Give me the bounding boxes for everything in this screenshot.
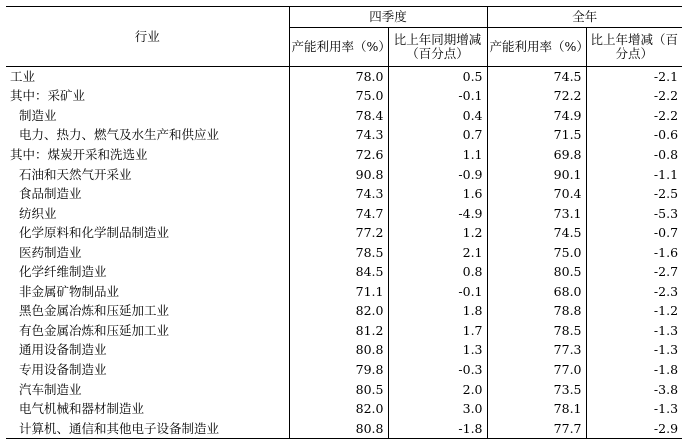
table-row [6, 321, 682, 341]
industry-name-cell: 有色金属冶炼和压延加工业 [19, 322, 170, 338]
industry-name-cell: 黑色金属冶炼和压延加工业 [19, 303, 170, 319]
year-rate-cell: 73.1 [487, 204, 586, 224]
industry-name-cell: 计算机、通信和其他电子设备制造业 [6, 419, 289, 439]
q4-rate-cell: 78.0 [289, 67, 388, 87]
q4-change-cell: -0.1 [388, 282, 487, 302]
header-year-change: 比上年增减（百分点） [586, 28, 682, 67]
header-q4-change: 比上年同期增减（百分点） [388, 28, 487, 67]
year-change-cell: -5.3 [586, 204, 682, 224]
capacity-utilization-table [6, 6, 682, 439]
q4-rate-cell: 82.0 [289, 302, 388, 322]
q4-change-cell: 1.7 [388, 321, 487, 341]
industry-name-cell: 医药制造业 [19, 244, 82, 260]
q4-rate-cell: 77.2 [289, 223, 388, 243]
capacity-utilization-table-container [6, 6, 682, 439]
year-rate-cell: 77.0 [487, 360, 586, 380]
industry-name-cell: 电气机械和器材制造业 [19, 401, 145, 417]
table-row [6, 282, 682, 302]
q4-rate-cell: 90.8 [289, 165, 388, 185]
header-year-group: 全年 [487, 7, 682, 28]
year-change-cell: -2.5 [586, 184, 682, 204]
table-row [6, 87, 682, 107]
year-change-cell: -1.1 [586, 165, 682, 185]
year-rate-cell: 78.5 [487, 321, 586, 341]
year-change-cell: -2.7 [586, 262, 682, 282]
header-row-groups [6, 7, 682, 28]
q4-change-cell: 3.0 [388, 399, 487, 419]
year-change-cell: -0.8 [586, 145, 682, 165]
q4-rate-cell: 80.5 [289, 380, 388, 400]
year-change-cell: -1.6 [586, 243, 682, 263]
q4-change-cell: 2.1 [388, 243, 487, 263]
q4-change-cell: -0.3 [388, 360, 487, 380]
year-change-cell: -1.8 [586, 360, 682, 380]
table-row [6, 223, 682, 243]
q4-change-cell: 0.5 [388, 67, 487, 87]
q4-rate-cell: 84.5 [289, 262, 388, 282]
year-rate-cell: 90.1 [487, 165, 586, 185]
industry-name-cell: 工业 [10, 68, 36, 84]
table-row [6, 341, 682, 361]
industry-name-cell: 专用设备制造业 [19, 361, 107, 377]
industry-name-cell: 食品制造业 [19, 186, 82, 202]
q4-rate-cell: 74.3 [289, 184, 388, 204]
q4-change-cell: 1.3 [388, 341, 487, 361]
q4-change-cell: 2.0 [388, 380, 487, 400]
q4-change-cell: 1.2 [388, 223, 487, 243]
year-change-cell: -0.7 [586, 223, 682, 243]
q4-rate-cell: 78.4 [289, 106, 388, 126]
q4-rate-cell: 82.0 [289, 399, 388, 419]
industry-name-cell: 电力、热力、燃气及水生产和供应业 [19, 127, 220, 143]
year-change-cell: -2.1 [586, 67, 682, 87]
q4-rate-cell: 71.1 [289, 282, 388, 302]
year-rate-cell: 80.5 [487, 262, 586, 282]
industry-name-cell: 其中：采矿业 [10, 88, 86, 104]
year-rate-cell: 77.3 [487, 341, 586, 361]
year-change-cell: -1.2 [586, 302, 682, 322]
year-change-cell: -2.2 [586, 87, 682, 107]
q4-change-cell: 1.8 [388, 302, 487, 322]
q4-rate-cell: 81.2 [289, 321, 388, 341]
q4-rate-cell: 78.5 [289, 243, 388, 263]
table-row [6, 262, 682, 282]
year-change-cell: -2.9 [586, 419, 682, 439]
table-row [6, 419, 682, 439]
q4-change-cell: 1.1 [388, 145, 487, 165]
industry-name-cell: 汽车制造业 [19, 381, 82, 397]
table-row [6, 204, 682, 224]
table-row [6, 106, 682, 126]
year-rate-cell: 71.5 [487, 126, 586, 146]
q4-rate-cell: 75.0 [289, 87, 388, 107]
table-row [6, 165, 682, 185]
q4-rate-cell: 72.6 [289, 145, 388, 165]
q4-change-cell: -4.9 [388, 204, 487, 224]
table-row [6, 380, 682, 400]
year-rate-cell: 73.5 [487, 380, 586, 400]
table-row [6, 360, 682, 380]
header-q4-rate: 产能利用率（%） [289, 28, 388, 67]
year-rate-cell: 69.8 [487, 145, 586, 165]
year-rate-cell: 74.5 [487, 223, 586, 243]
q4-rate-cell: 74.3 [289, 126, 388, 146]
industry-name-cell: 石油和天然气开采业 [19, 166, 132, 182]
table-row [6, 399, 682, 419]
year-change-cell: -1.3 [586, 341, 682, 361]
table-row [6, 126, 682, 146]
q4-change-cell: 1.6 [388, 184, 487, 204]
table-row [6, 243, 682, 263]
industry-name-cell: 纺织业 [19, 205, 57, 221]
q4-rate-cell: 80.8 [289, 341, 388, 361]
header-q4-group: 四季度 [289, 7, 487, 28]
q4-change-cell: 0.4 [388, 106, 487, 126]
q4-change-cell: -0.1 [388, 87, 487, 107]
year-rate-cell: 78.1 [487, 399, 586, 419]
industry-name-cell: 其中：煤炭开采和洗选业 [10, 146, 148, 162]
header-year-rate: 产能利用率（%） [487, 28, 586, 67]
year-rate-cell: 78.8 [487, 302, 586, 322]
table-body [6, 67, 682, 439]
year-rate-cell: 75.0 [487, 243, 586, 263]
q4-rate-cell: 74.7 [289, 204, 388, 224]
year-rate-cell: 77.7 [487, 419, 586, 439]
year-change-cell: -0.6 [586, 126, 682, 146]
q4-change-cell: -1.8 [388, 419, 487, 439]
industry-name-cell: 化学纤维制造业 [19, 264, 107, 280]
header-industry: 行业 [6, 7, 289, 67]
q4-change-cell: 0.8 [388, 262, 487, 282]
table-row [6, 145, 682, 165]
table-row [6, 184, 682, 204]
year-rate-cell: 70.4 [487, 184, 586, 204]
q4-change-cell: -0.9 [388, 165, 487, 185]
industry-name-cell: 通用设备制造业 [19, 342, 107, 358]
year-change-cell: -3.8 [586, 380, 682, 400]
industry-name-cell: 制造业 [19, 107, 57, 123]
q4-change-cell: 0.7 [388, 126, 487, 146]
year-change-cell: -1.3 [586, 399, 682, 419]
year-change-cell: -2.2 [586, 106, 682, 126]
q4-rate-cell: 79.8 [289, 360, 388, 380]
q4-rate-cell: 80.8 [289, 419, 388, 439]
industry-name-cell: 化学原料和化学制品制造业 [19, 225, 170, 241]
year-change-cell: -1.3 [586, 321, 682, 341]
year-rate-cell: 72.2 [487, 87, 586, 107]
table-row [6, 302, 682, 322]
year-rate-cell: 74.9 [487, 106, 586, 126]
year-rate-cell: 68.0 [487, 282, 586, 302]
industry-name-cell: 非金属矿物制品业 [19, 283, 120, 299]
table-row [6, 67, 682, 87]
year-rate-cell: 74.5 [487, 67, 586, 87]
year-change-cell: -2.3 [586, 282, 682, 302]
